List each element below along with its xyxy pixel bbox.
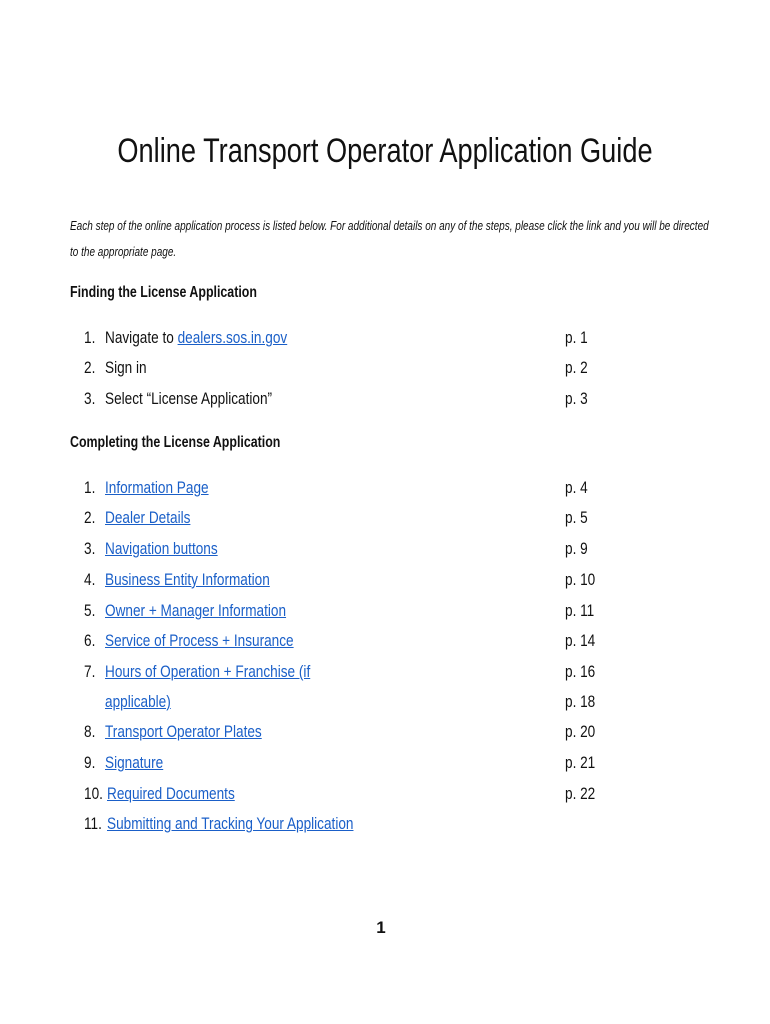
list-number-text: 3. [84,539,96,558]
list-number-text: 11. [84,814,102,833]
page-ref-text: p. 18 [565,692,596,711]
page-ref-text: p. 16 [565,662,596,681]
list-number [84,784,106,804]
page-ref [565,358,593,378]
list-number [84,601,106,621]
list-item [105,753,178,773]
page-ref [565,601,602,621]
list-number [84,722,106,742]
list-number [84,328,106,348]
list-item [105,570,311,590]
page-ref [565,570,603,590]
intro-text-1: Each step of the online application process is listed below. For additional details on any of the steps, please click the link and you will be directed [70,219,709,233]
list-item [105,662,362,682]
list-number [84,478,106,498]
list-item-text: Select “License Application” [105,389,273,408]
intro-line-1 [70,219,770,233]
list-number [84,662,106,682]
page-ref-text: p. 1 [565,328,588,347]
section-heading-finding-text: Finding the License Application [70,284,257,301]
page-number: 1 [376,918,386,937]
information-page-link[interactable]: Information Page [105,478,209,497]
list-number [84,631,106,651]
section-heading-finding [70,284,304,302]
hours-franchise-link[interactable]: Hours of Operation + Franchise (if [105,662,311,681]
page-ref-text: p. 2 [565,358,588,377]
list-number [84,389,106,409]
list-item [105,601,331,621]
list-item-text: Sign in [105,358,147,377]
page-ref-text: p. 9 [565,539,588,558]
list-item [105,358,157,378]
page-ref [565,478,593,498]
submitting-tracking-link[interactable]: Submitting and Tracking Your Application [107,814,354,833]
list-number-text: 2. [84,358,96,377]
list-number-text: 3. [84,389,96,408]
page-ref-text: p. 5 [565,508,588,527]
list-number [84,358,106,378]
list-item-text: Navigate to [105,328,178,347]
page-ref [565,508,593,528]
page-ref-text: p. 22 [565,784,596,803]
page-ref-text: p. 10 [565,570,596,589]
page-ref-text: p. 20 [565,722,596,741]
list-item [105,539,246,559]
page-ref [565,389,593,409]
intro-text-2: to the appropriate page. [70,245,177,259]
list-number [84,508,106,528]
page-ref-text: p. 4 [565,478,588,497]
list-item-continuation [105,692,187,712]
list-number-text: 10. [84,784,103,803]
page-ref-text: p. 11 [565,601,595,620]
section-heading-completing-text: Completing the License Application [70,434,281,451]
section-heading-completing [70,434,333,452]
page-ref [565,722,603,742]
list-number-text: 7. [84,662,96,681]
business-entity-link[interactable]: Business Entity Information [105,570,270,589]
dealer-details-link[interactable]: Dealer Details [105,508,191,527]
list-item [105,389,314,409]
navigation-buttons-link[interactable]: Navigation buttons [105,539,218,558]
owner-manager-link[interactable]: Owner + Manager Information [105,601,287,620]
page-ref [565,662,603,682]
list-number-text: 8. [84,722,96,741]
list-number [84,753,106,773]
list-item [107,784,267,804]
list-number-text: 5. [84,601,96,620]
page-ref [565,784,603,804]
page-title: Online Transport Operator Application Guide [117,132,653,170]
page-ref [565,328,593,348]
list-item [105,328,333,348]
dealers-site-link[interactable]: dealers.sos.in.gov [177,328,288,347]
page-ref [565,692,603,712]
page-ref [565,753,603,773]
list-item [105,631,341,651]
list-number-text: 2. [84,508,96,527]
page-ref-text: p. 3 [565,389,588,408]
list-number-text: 4. [84,570,96,589]
page-ref-text: p. 14 [565,631,596,650]
list-number [84,814,106,834]
list-item [105,508,212,528]
list-number-text: 6. [84,631,96,650]
page-ref [565,631,603,651]
page-ref [565,539,593,559]
list-item [105,478,234,498]
list-number [84,570,106,590]
service-insurance-link[interactable]: Service of Process + Insurance [105,631,294,650]
list-item [105,722,301,742]
hours-franchise-link-cont[interactable]: applicable) [105,692,171,711]
required-documents-link[interactable]: Required Documents [107,784,235,803]
list-number [84,539,106,559]
list-number-text: 9. [84,753,96,772]
signature-link[interactable]: Signature [105,753,164,772]
intro-line-2 [70,245,203,259]
page-ref-text: p. 21 [565,753,596,772]
list-number-text: 1. [84,328,96,347]
operator-plates-link[interactable]: Transport Operator Plates [105,722,262,741]
list-number-text: 1. [84,478,96,497]
list-item [107,814,415,834]
